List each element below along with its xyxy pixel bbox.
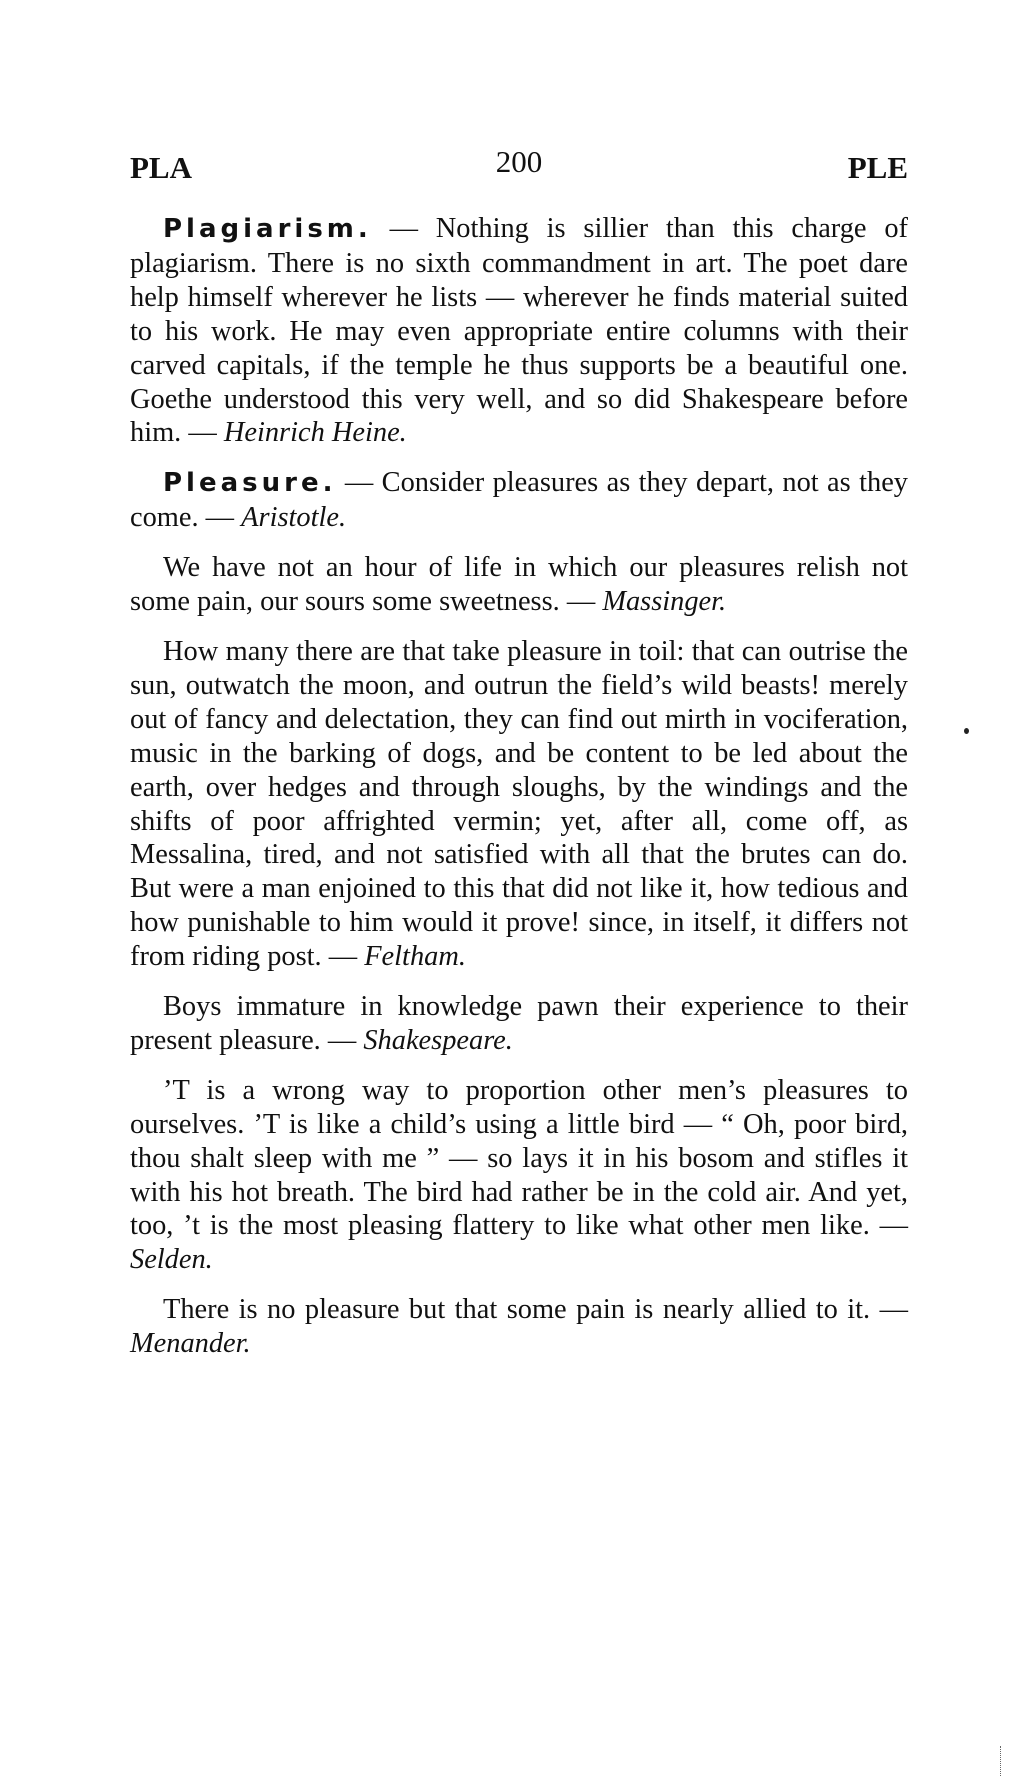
quote-text: Boys immature in knowledge pawn their experience to their present pleasure. — <box>130 991 908 1056</box>
entry-pleasure <box>130 466 908 535</box>
header-right-guide-word: PLE <box>847 150 908 185</box>
quote-author: Selden. <box>130 1244 213 1276</box>
quote-massinger <box>130 551 908 619</box>
quote-author: Feltham. <box>364 941 466 973</box>
quote-text: There is no pleasure but that some pain is nearly allied to it. — <box>163 1294 908 1326</box>
page-body <box>130 212 908 1377</box>
quote-author: Shakespeare. <box>363 1024 513 1056</box>
entry-plagiarism <box>130 212 908 450</box>
quote-text: We have not an hour of life in which our pleasures relish not some pain, our sours some sweetness. — <box>130 552 908 618</box>
quote-author: Menander. <box>130 1328 251 1360</box>
page-edge-mark <box>1000 1746 1004 1776</box>
quote-shakespeare <box>130 990 908 1058</box>
quote-menander <box>130 1293 908 1361</box>
quote-selden <box>130 1074 908 1277</box>
quote-text: — Consider pleasures as they depart, not as they come. — <box>130 467 908 534</box>
quote-feltham <box>130 635 908 974</box>
page-number: 200 <box>495 144 543 179</box>
quote-text: How many there are that take pleasure in toil: that can outrise the sun, outwatch the moon, and outrun the field’s wild beasts! merely out of fancy and delectation, they can find out mirth in vociferation, music in the barking of dogs, and be content to be led about the earth, over hedges and through sloughs, by the windings and the shifts of poor affrighted vermin; yet, after all, come off, as Messalina, tired, and not satisfied with all that the brutes can do. But were a man enjoined to this that did not like it, how tedious and how punishable to him would it prove! since, in itself, it differs not from riding post. — <box>130 635 908 973</box>
entry-term: Pleasure. <box>163 468 337 499</box>
quote-author: Aristotle. <box>241 502 347 534</box>
quote-text: — Nothing is sillier than this charge of plagiarism. There is no sixth commandment in art. The poet dare help himself wherever he lists — wherever he finds material suited to his work. He may even appropriate entire columns with their carved capitals, if the temple he thus supports be a beautiful one. Goethe understood this very well, and so did Shakespeare before him. — <box>130 213 908 449</box>
ink-speck <box>964 728 969 734</box>
header-left-guide-word: PLA <box>130 150 192 185</box>
entry-term: Plagiarism. <box>163 214 372 244</box>
quote-text: ’T is a wrong way to proportion other men’s pleasures to ourselves. ’T is like a child’s using a little bird — “ Oh, poor bird, thou shalt sleep with me ” — so lays it in his bosom and stifles it with his hot breath. The bird had rather be in the cold air. And yet, too, ’t is the most pleasing flattery to like what other men like. — <box>130 1074 908 1242</box>
running-header <box>130 144 908 190</box>
quote-author: Massinger. <box>602 586 727 618</box>
quote-author: Heinrich Heine. <box>223 417 407 449</box>
